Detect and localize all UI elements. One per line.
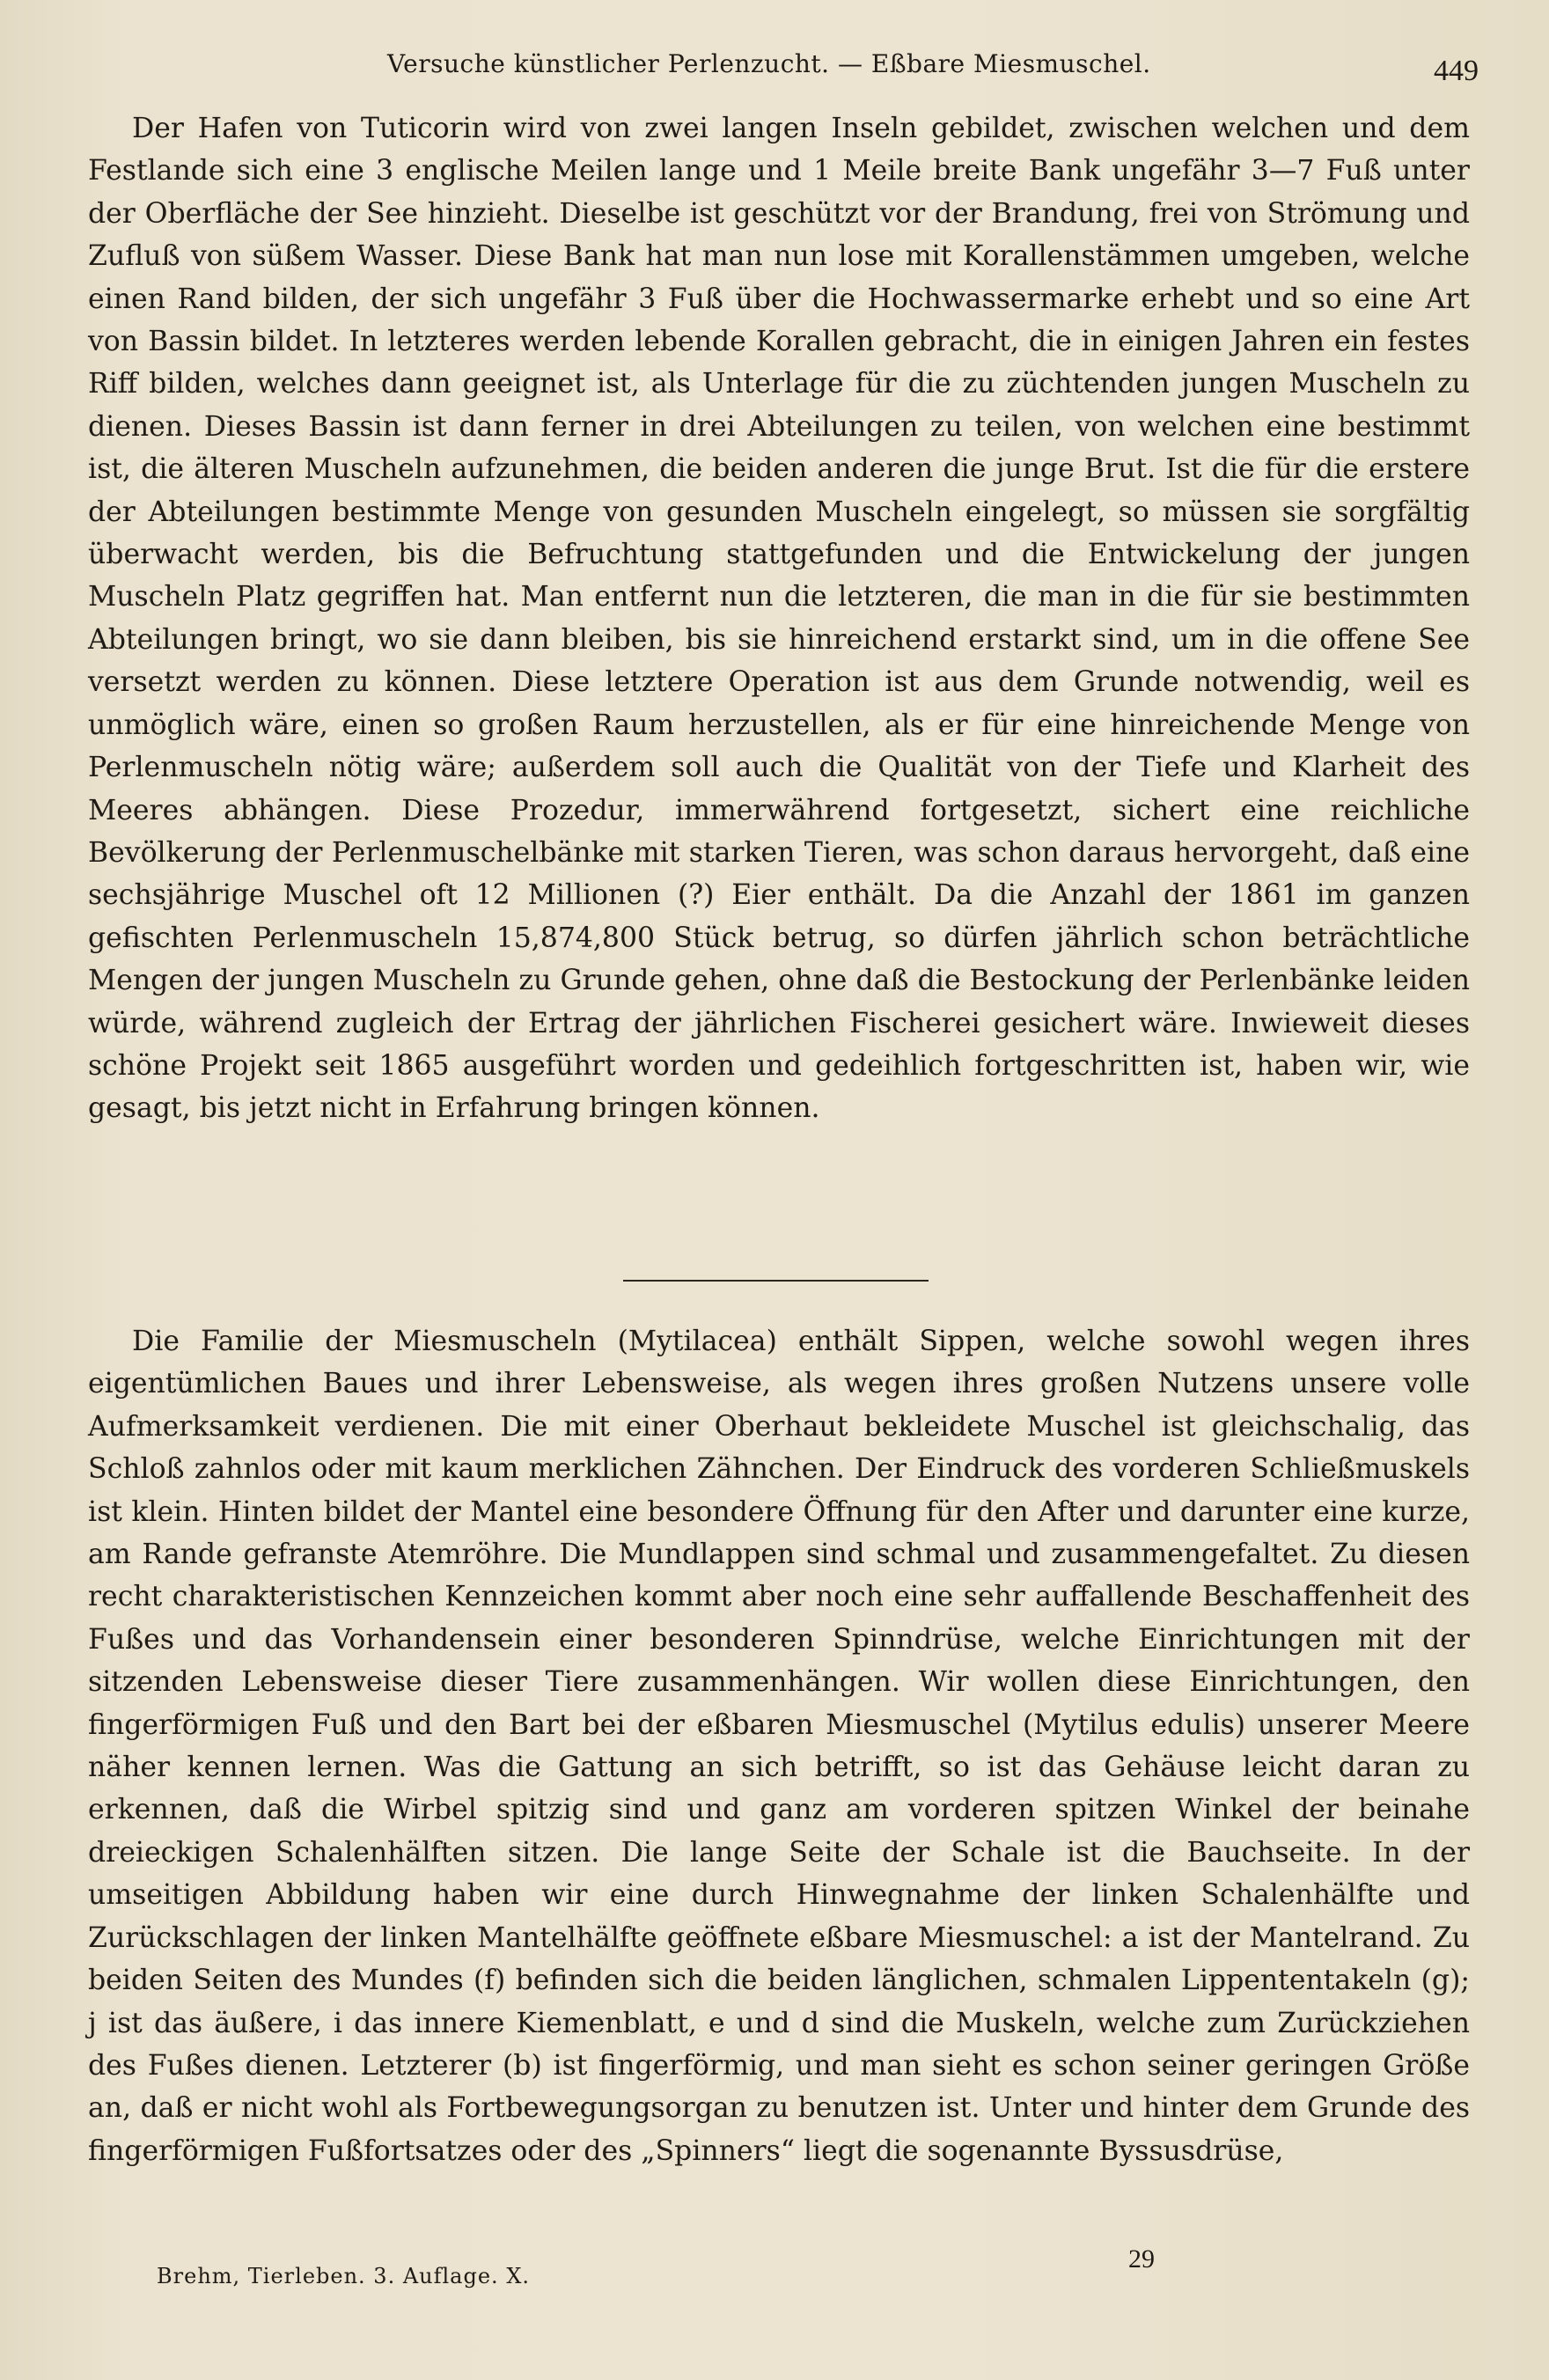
paragraph-pearl-culture xyxy=(88,107,1470,1130)
paragraph-text: Die Familie der Miesmuscheln (Mytilacea) enthält Sippen, welche sowohl wegen ihres eigentümlichen Baues und ihrer Lebensweise, als wegen ihres großen Nutzens unsere volle Aufmerksamkeit verdienen. Die mit einer Oberhaut bekleidete Muschel ist gleichschalig, das Schloß zahnlos oder mit kaum merklichen Zähnchen. Der Eindruck des vorderen Schließmuskels ist klein. Hinten bildet der Mantel eine besondere Öffnung für den After und darunter eine kurze, am Rande gefranste Atemröhre. Die Mundlappen sind schmal und zusammengefaltet. Zu diesen recht charakteristischen Kennzeichen kommt aber noch eine sehr auffallende Beschaffenheit des Fußes und das Vorhandensein einer besonderen Spinndrüse, welche Einrichtungen mit der sitzenden Lebensweise dieser Tiere zusammenhängen. Wir wollen diese Einrichtungen, den fingerförmigen Fuß und den Bart bei der eßbaren Miesmuschel (Mytilus edulis) unserer Meere näher kennen lernen. Was die Gattung an sich betrifft, so ist das Gehäuse leicht daran zu erkennen, daß die Wirbel spitzig sind und ganz am vorderen spitzen Winkel der beinahe dreieckigen Schalenhälften sitzen. Die lange Seite der Schale ist die Bauchseite. In der umseitigen Abbildung haben wir eine durch Hinwegnahme der linken Schalenhälfte und Zurückschlagen der linken Mantelhälfte geöffnete eßbare Miesmuschel: a ist der Mantelrand. Zu beiden Seiten des Mundes (f) befinden sich die beiden länglichen, schmalen Lippententakeln (g); j ist das äußere, i das innere Kiemenblatt, e und d sind die Muskeln, welche zum Zurückziehen des Fußes dienen. Letzterer (b) ist fingerförmig, und man sieht es schon seiner geringen Größe an, daß er nicht wohl als Fortbewegungsorgan zu benutzen ist. Unter und hinter dem Grunde des fingerförmigen Fußfortsatzes oder des „Spinners“ liegt die sogenannte Byssusdrüse, xyxy=(88,1326,1470,2167)
page-header xyxy=(123,44,1479,97)
imprint-line: Brehm, Tierleben. 3. Auflage. X. xyxy=(157,2264,531,2288)
page-footer xyxy=(157,2264,1389,2299)
page-number: 449 xyxy=(1434,55,1479,87)
paragraph-text: Der Hafen von Tuticorin wird von zwei langen Inseln gebildet, zwischen welchen und dem Festlande sich eine 3 englische Meilen lange und 1 Meile breite Bank ungefähr 3—7 Fuß unter der Oberfläche der See hinzieht. Dieselbe ist geschützt vor der Brandung, frei von Strömung und Zufluß von süßem Wasser. Diese Bank hat man nun lose mit Korallenstämmen umgeben, welche einen Rand bilden, der sich ungefähr 3 Fuß über die Hochwassermarke erhebt und so eine Art von Bassin bildet. In letzteres werden lebende Korallen gebracht, die in einigen Jahren ein festes Riff bilden, welches dann geeignet ist, als Unterlage für die zu züchtenden jungen Muscheln zu dienen. Dieses Bassin ist dann ferner in drei Abteilungen zu teilen, von welchen eine bestimmt ist, die älteren Muscheln aufzunehmen, die beiden anderen die junge Brut. Ist die für die erstere der Abteilungen bestimmte Menge von gesunden Muscheln eingelegt, so müssen sie sorgfältig überwacht werden, bis die Befruchtung stattgefunden und die Entwickelung der jungen Muscheln Platz gegriffen hat. Man entfernt nun die letzteren, die man in die für sie bestimmten Abteilungen bringt, wo sie dann bleiben, bis sie hinreichend erstarkt sind, um in die offene See versetzt werden zu können. Diese letztere Operation ist aus dem Grunde notwendig, weil es unmöglich wäre, einen so großen Raum herzustellen, als er für eine hinreichende Menge von Perlenmuscheln nötig wäre; außerdem soll auch die Qualität von der Tiefe und Klarheit des Meeres abhängen. Diese Prozedur, immerwährend fortgesetzt, sichert eine reichliche Bevölkerung der Perlenmuschelbänke mit starken Tieren, was schon daraus hervorgeht, daß eine sechsjährige Muschel oft 12 Millionen (?) Eier enthält. Da die Anzahl der 1861 im ganzen gefischten Perlenmuscheln 15,874,800 Stück betrug, so dürfen jährlich schon beträchtliche Mengen der jungen Muscheln zu Grunde gehen, ohne daß die Bestockung der Perlenbänke leiden würde, während zugleich der Ertrag der jährlichen Fischerei gesichert wäre. Inwieweit dieses schöne Projekt seit 1865 ausgeführt worden und gedeihlich fortgeschritten ist, haben wir, wie gesagt, bis jetzt nicht in Erfahrung bringen können. xyxy=(88,113,1470,1125)
signature-mark: 29 xyxy=(1128,2244,1155,2273)
running-title: Versuche künstlicher Perlenzucht. — Eßbare Miesmuschel. xyxy=(387,49,1151,78)
section-divider xyxy=(623,1280,929,1282)
paragraph-mytilacea xyxy=(88,1320,1470,2172)
